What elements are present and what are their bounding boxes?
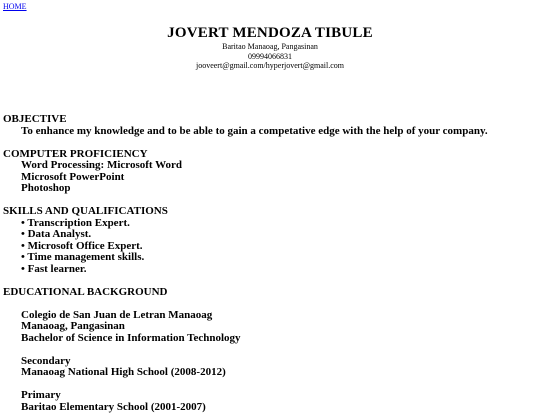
secondary-school: Manaoag National High School (2008-2012) <box>3 367 533 379</box>
primary-label: Primary <box>3 390 533 402</box>
college-degree: Bachelor of Science in Information Technology <box>3 333 533 345</box>
skills-heading: SKILLS AND QUALIFICATIONS <box>3 206 533 218</box>
primary-school: Baritao Elementary School (2001-2007) <box>3 402 533 413</box>
secondary-label: Secondary <box>3 356 533 368</box>
resume-header <box>0 25 540 71</box>
proficiency-item: Word Processing: Microsoft Word <box>3 160 533 172</box>
objective-text: To enhance my knowledge and to be able to gain a competative edge with the help of your company. <box>3 126 533 138</box>
home-link[interactable]: HOME <box>3 2 27 11</box>
skill-item: • Microsoft Office Expert. <box>3 241 533 253</box>
proficiency-item: Microsoft PowerPoint <box>3 172 533 184</box>
proficiency-item: Photoshop <box>3 183 533 195</box>
objective-heading: OBJECTIVE <box>3 114 533 126</box>
computer-proficiency-heading: COMPUTER PROFICIENCY <box>3 149 533 161</box>
college-name: Colegio de San Juan de Letran Manaoag <box>3 310 533 322</box>
resume-body <box>3 114 533 413</box>
address: Baritao Manaoag, Pangasinan <box>0 42 540 52</box>
skill-item: • Time management skills. <box>3 252 533 264</box>
phone-number: 09994066831 <box>0 52 540 62</box>
applicant-name: JOVERT MENDOZA TIBULE <box>0 25 540 42</box>
education-heading: EDUCATIONAL BACKGROUND <box>3 287 533 299</box>
skill-item: • Fast learner. <box>3 264 533 276</box>
college-location: Manaoag, Pangasinan <box>3 321 533 333</box>
email-address: jooveert@gmail.com/hyperjovert@gmail.com <box>0 61 540 71</box>
skill-item: • Transcription Expert. <box>3 218 533 230</box>
skill-item: • Data Analyst. <box>3 229 533 241</box>
